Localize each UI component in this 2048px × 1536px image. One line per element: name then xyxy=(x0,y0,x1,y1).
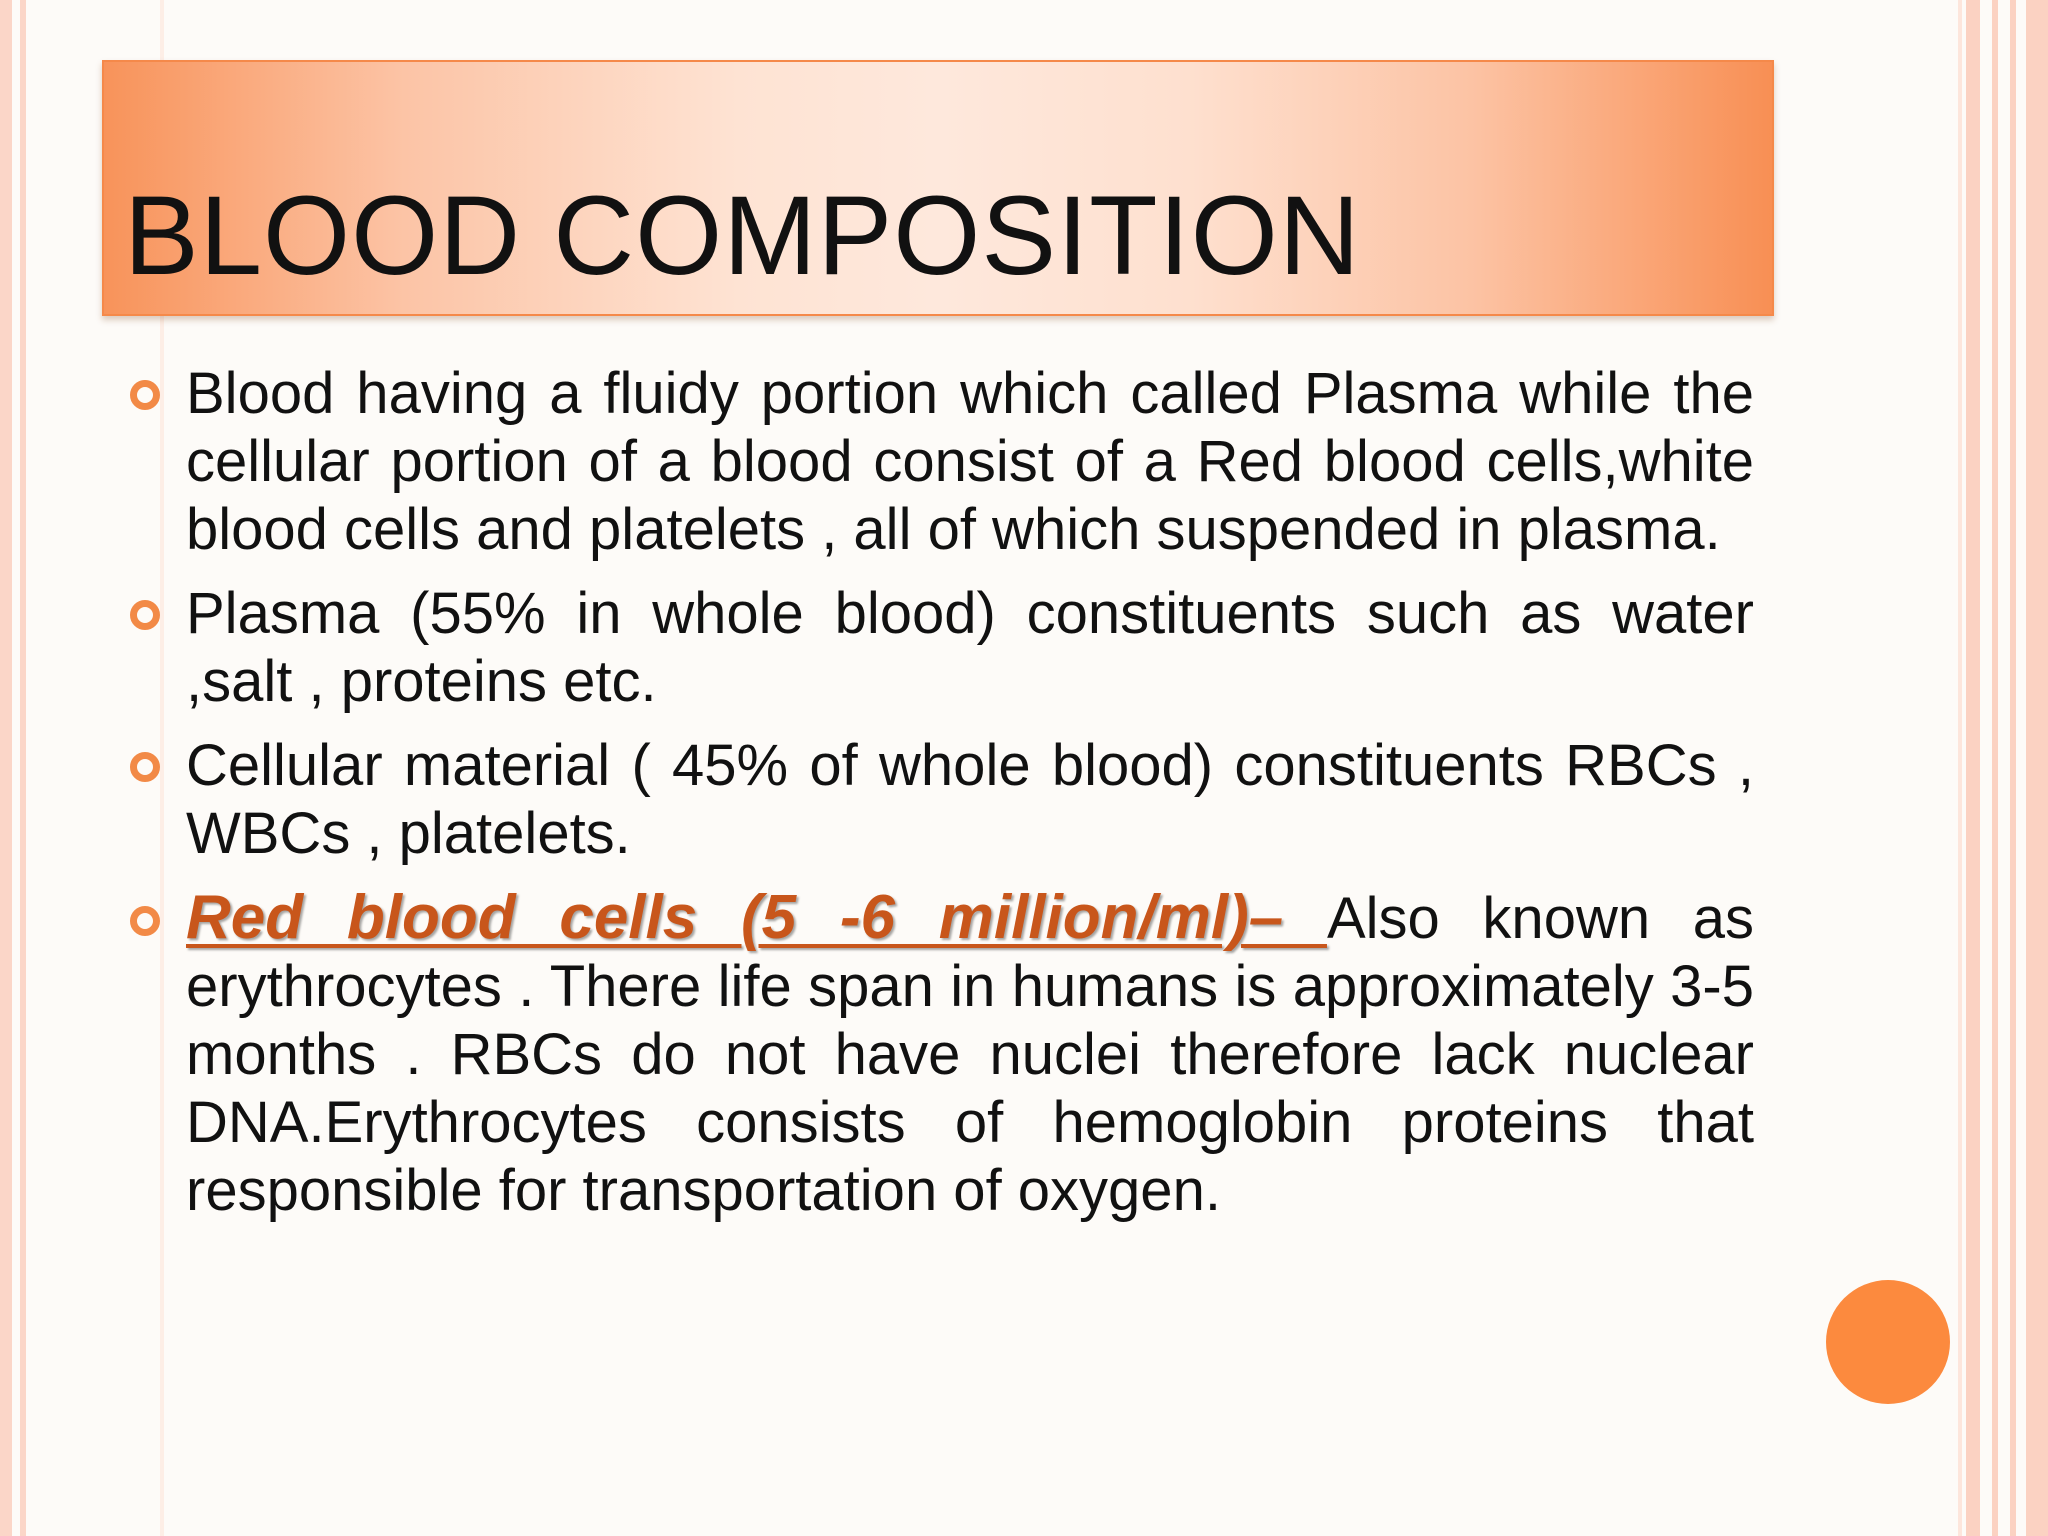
right-decor-stripe-thin xyxy=(2010,0,2016,1536)
bullet-item-cellular-material xyxy=(130,732,1754,868)
bullet-ring-icon xyxy=(130,752,160,782)
bullet-ring-icon xyxy=(130,380,160,410)
bullet-item-plasma xyxy=(130,580,1754,716)
slide-title: BLOOD COMPOSITION xyxy=(124,173,1361,298)
right-decor-stripe xyxy=(1966,0,1980,1536)
decorative-circle xyxy=(1826,1280,1950,1404)
bullet-text: Plasma (55% in whole blood) constituents such as water ,salt , proteins etc. xyxy=(186,581,1754,714)
right-decor-stripe-thin xyxy=(1992,0,1998,1536)
bullet-highlight-heading: Red blood cells (5 -6 million/ml)– xyxy=(186,883,1327,952)
right-decor-line xyxy=(1958,0,1962,1536)
title-banner xyxy=(102,60,1774,316)
left-decor-stripe-thin xyxy=(20,0,26,1536)
bullet-text: Also known as erythrocytes . There life span in humans is approximately 3-5 months . RBCs do not have nuclei therefore lack nuclear DNA.Erythrocytes consists of hemoglobin proteins that responsible for transportation of oxygen. xyxy=(186,886,1754,1223)
bullet-text: Cellular material ( 45% of whole blood) constituents RBCs , WBCs , platelets. xyxy=(186,733,1754,866)
bullet-item-red-blood-cells xyxy=(130,884,1754,1225)
left-decor-stripe xyxy=(0,0,12,1536)
bullet-text: Blood having a fluidy portion which called Plasma while the cellular portion of a blood consist of a Red blood cells,white blood cells and platelets , all of which suspended in plasma. xyxy=(186,361,1754,562)
bullet-item-plasma-overview xyxy=(130,360,1754,564)
right-decor-stripe-wide xyxy=(2026,0,2048,1536)
bullet-ring-icon xyxy=(130,600,160,630)
bullet-ring-icon xyxy=(130,906,160,936)
bullet-list xyxy=(130,360,1754,1241)
